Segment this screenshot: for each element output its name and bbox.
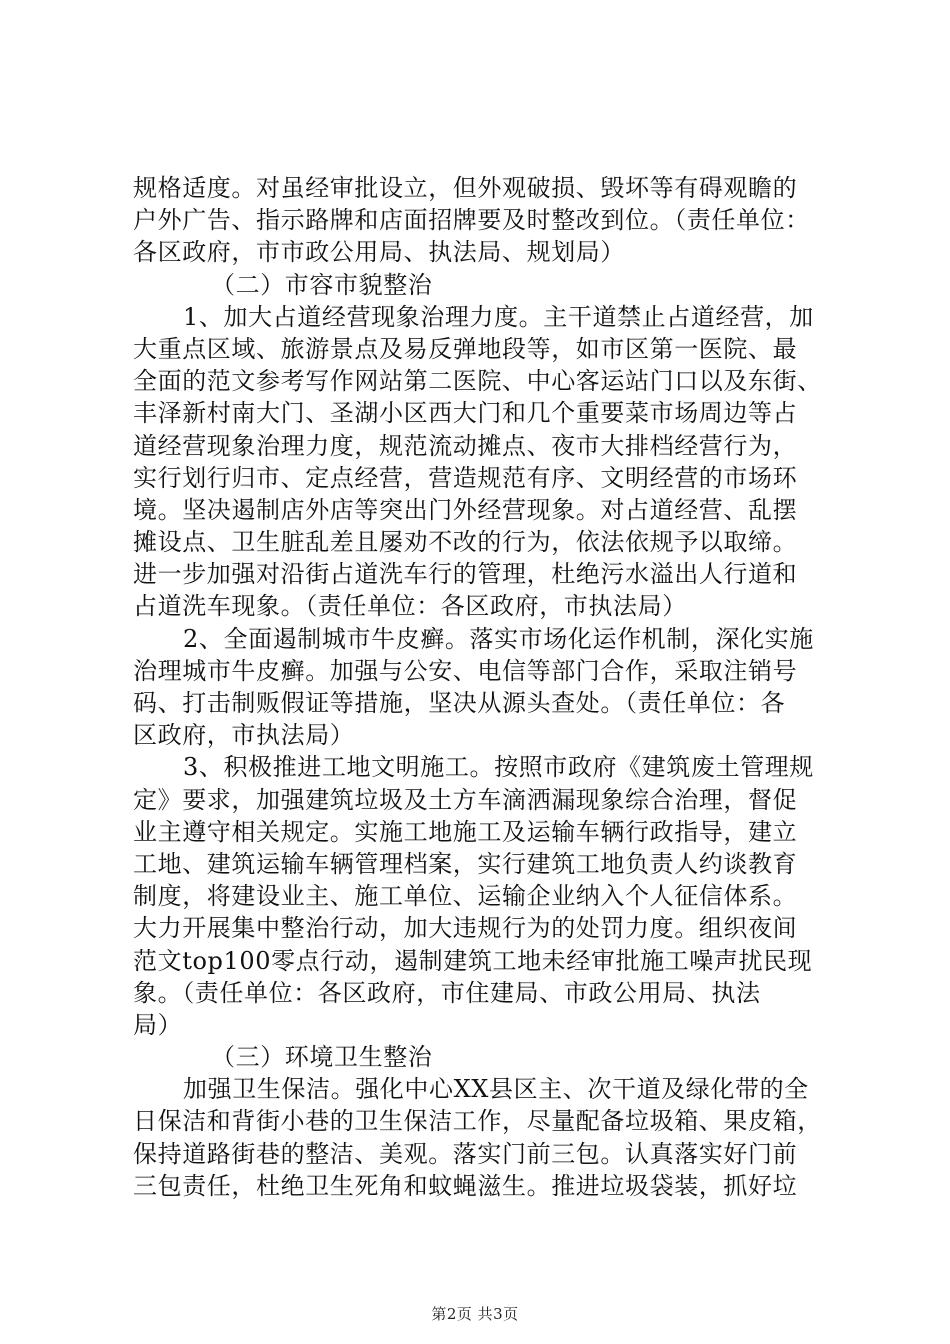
document-body <box>133 172 833 1202</box>
text-line: 全面的范文参考写作网站第二医院、中心客运站门口以及东街、 <box>133 367 822 396</box>
text-line: 三包责任，杜绝卫生死角和蚊蝇滋生。推进垃圾袋装，抓好垃 <box>133 1171 798 1200</box>
text-line: 丰泽新村南大门、圣湖小区西大门和几个重要菜市场周边等占 <box>133 399 798 428</box>
text-line: 占道洗车现象。（责任单位：各区政府，市执法局） <box>133 592 687 621</box>
text-line: 1、加大占道经营现象治理力度。主干道禁止占道经营，加 <box>183 302 814 331</box>
text-line: 规格适度。对虽经审批设立，但外观破损、毁坏等有碍观瞻的 <box>133 174 798 202</box>
text-line: 工地、建筑运输车辆管理档案，实行建筑工地负责人约谈教育 <box>133 849 798 878</box>
text-line: 道经营现象治理力度，规范流动摊点、夜市大排档经营行为， <box>133 431 798 460</box>
section-heading: （三）环境卫生整治 <box>211 1043 433 1072</box>
section-heading: （二）市容市貌整治 <box>211 270 433 299</box>
text-line: 3、积极推进工地文明施工。按照市政府《建筑废土管理规 <box>183 753 814 782</box>
text-line: 治理城市牛皮癣。加强与公安、电信等部门合作，采取注销号 <box>133 656 798 685</box>
text-line: 保持道路街巷的整洁、美观。落实门前三包。认真落实好门前 <box>133 1139 798 1168</box>
text-line: 大重点区域、旅游景点及易反弹地段等，如市区第一医院、最 <box>133 334 798 363</box>
text-line: 范文top100零点行动，遏制建筑工地未经审批施工噪声扰民现 <box>133 946 813 975</box>
text-line: 区政府，市执法局） <box>133 721 355 750</box>
text-line: 户外广告、指示路牌和店面招牌要及时整改到位。（责任单位： <box>133 206 810 235</box>
text-line: 大力开展集中整治行动，加大违规行为的处罚力度。组织夜间 <box>133 914 798 943</box>
text-line: 局） <box>133 1010 183 1039</box>
text-line: 日保洁和背街小巷的卫生保洁工作，尽量配备垃圾箱、果皮箱， <box>133 1107 822 1136</box>
text-line: 码、打击制贩假证等措施，坚决从源头查处。（责任单位：各 <box>133 689 786 717</box>
page-footer: 第2页 共3页 <box>431 1305 519 1323</box>
text-line: 实行划行归市、定点经营，营造规范有序、文明经营的市场环 <box>133 463 798 492</box>
text-line: 业主遵守相关规定。实施工地施工及运输车辆行政指导，建立 <box>133 817 798 846</box>
text-line: 加强卫生保洁。强化中心XX县区主、次干道及绿化带的全 <box>183 1075 809 1104</box>
text-line: 境。坚决遏制店外店等突出门外经营现象。对占道经营、乱摆 <box>133 495 798 524</box>
text-line: 象。（责任单位：各区政府，市住建局、市政公用局、执法 <box>133 978 761 1007</box>
text-line: 摊设点、卫生脏乱差且屡劝不改的行为，依法依规予以取缔。 <box>133 528 798 557</box>
text-line: 2、全面遏制城市牛皮癣。落实市场化运作机制，深化实施 <box>183 624 814 653</box>
text-line: 各区政府，市市政公用局、执法局、规划局） <box>133 238 625 267</box>
text-line: 制度，将建设业主、施工单位、运输企业纳入个人征信体系。 <box>133 882 798 911</box>
text-line: 进一步加强对沿街占道洗车行的管理，杜绝污水溢出人行道和 <box>133 560 798 589</box>
text-line: 定》要求，加强建筑垃圾及土方车滴洒漏现象综合治理，督促 <box>133 785 798 814</box>
